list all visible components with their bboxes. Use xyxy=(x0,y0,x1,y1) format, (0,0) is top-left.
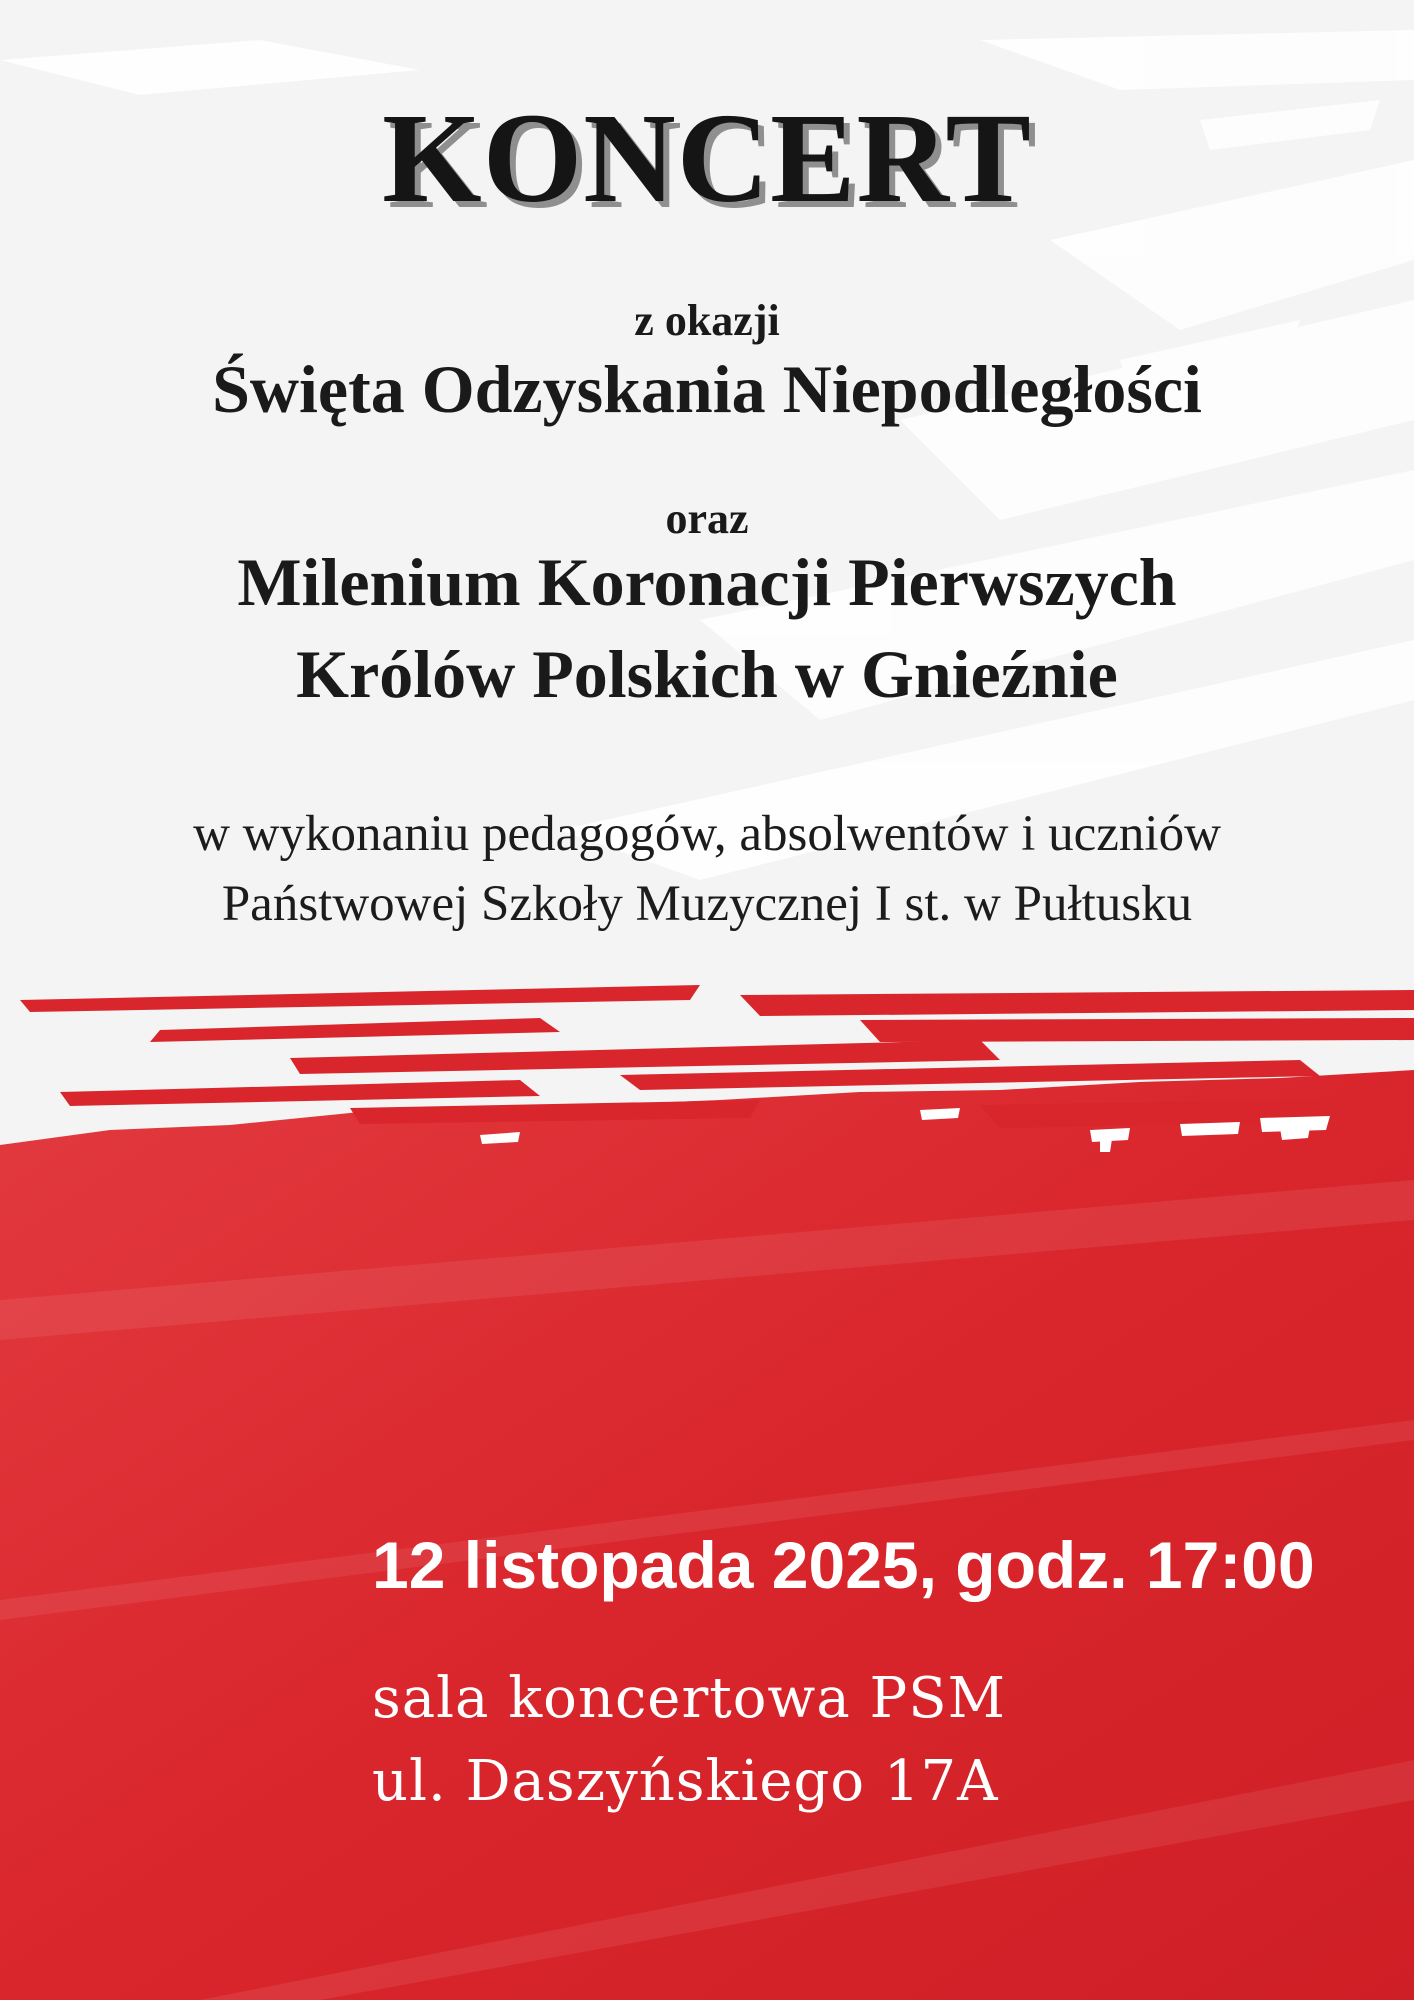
performers-line-2: Państwowej Szkoły Muzycznej I st. w Pułtusku xyxy=(221,876,1193,932)
venue-address: ul. Daszyńskiego 17A xyxy=(372,1749,999,1814)
millennium-line-1: Milenium Koronacji Pierwszych xyxy=(237,544,1177,620)
millennium-line-2: Królów Polskich w Gnieźnie xyxy=(296,636,1118,712)
connector-text: oraz xyxy=(665,494,749,543)
event-date-time: 12 listopada 2025, godz. 17:00 xyxy=(372,1528,1315,1602)
occasion-intro: z okazji xyxy=(634,296,780,345)
concert-title: KONCERT xyxy=(382,87,1032,229)
venue-name: sala koncertowa PSM xyxy=(372,1666,1006,1731)
occasion-name: Święta Odzyskania Niepodległości xyxy=(212,351,1202,427)
performers-line-1: w wykonaniu pedagogów, absolwentów i uczniów xyxy=(193,806,1221,862)
